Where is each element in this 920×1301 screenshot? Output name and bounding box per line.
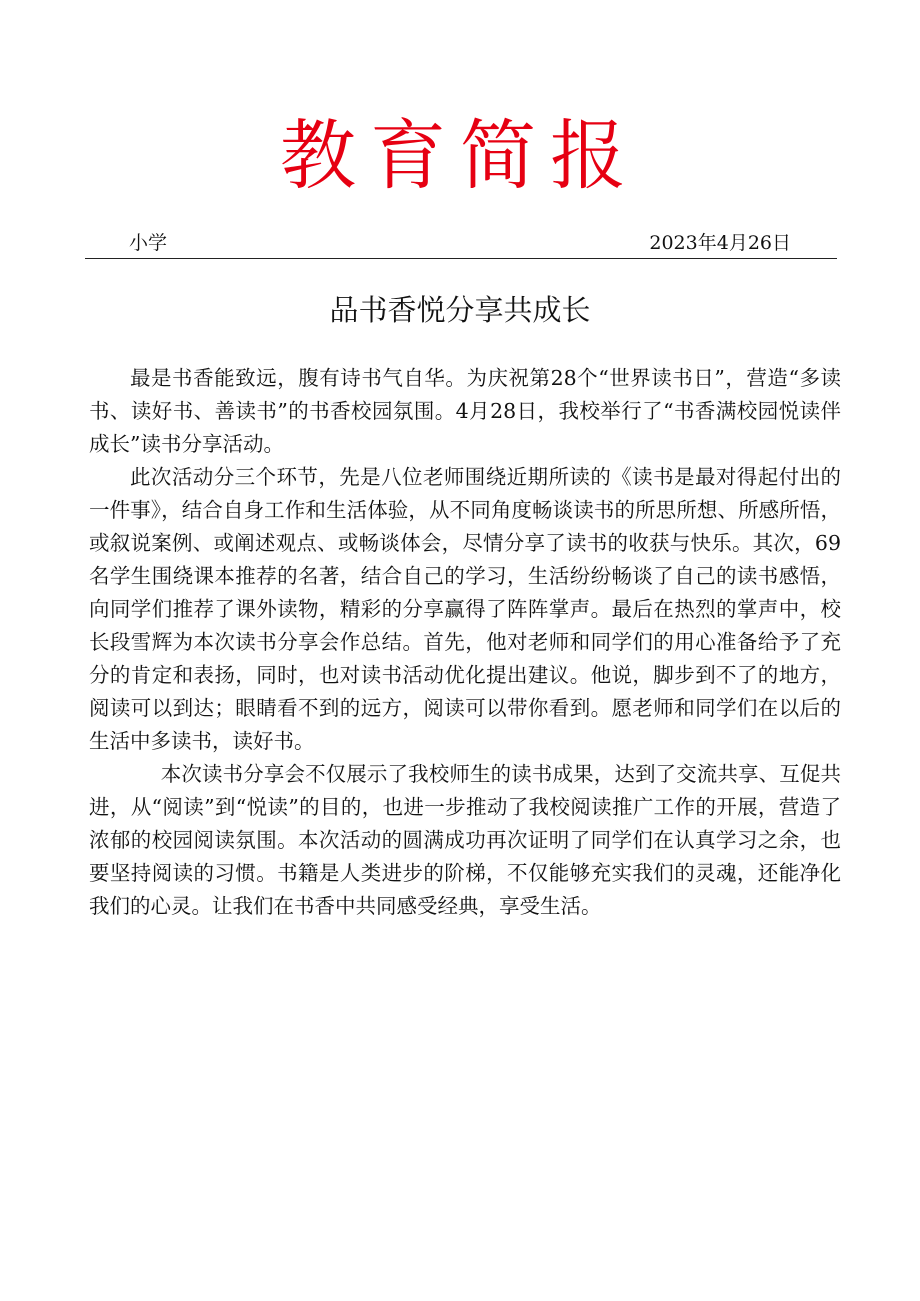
header-meta-row <box>85 230 837 260</box>
article-title: 品书香悦分享共成长 <box>329 293 591 327</box>
issue-date: 2023年4月26日 <box>649 232 791 254</box>
newsletter-masthead: 教育简报 <box>280 111 640 200</box>
article-paragraph-2: 此次活动分三个环节，先是八位老师围绕近期所读的《读书是最对得起付出的一件事》，结合自身工作和生活体验，从不同角度畅谈读书的所思所想、所感所悟，或叙说案例、或阐述观点、或畅谈体会，尽情分享了读书的收获与快乐。其次，69名学生围绕课本推荐的名著，结合自己的学习，生活纷纷畅谈了自己的读书感悟，向同学们推荐了课外读物，精彩的分享赢得了阵阵掌声。最后在热烈的掌声中，校长段雪辉为本次读书分享会作总结。首先，他对老师和同学们的用心准备给予了充分的肯定和表扬，同时，也对读书活动优化提出建议。他说，脚步到不了的地方，阅读可以到达；眼睛看不到的远方，阅读可以带你看到。愿老师和同学们在以后的生活中多读书，读好书。 <box>89 465 841 753</box>
article-paragraph-3: 本次读书分享会不仅展示了我校师生的读书成果，达到了交流共享、互促共进，从“阅读”到“悦读”的目的，也进一步推动了我校阅读推广工作的开展，营造了浓郁的校园阅读氛围。本次活动的圆满成功再次证明了同学们在认真学习之余，也要坚持阅读的习惯。书籍是人类进步的阶梯，不仅能够充实我们的灵魂，还能净化我们的心灵。让我们在书香中共同感受经典，享受生活。 <box>89 762 841 918</box>
article-paragraph-1: 最是书香能致远，腹有诗书气自华。为庆祝第28个“世界读书日”，营造“多读书、读好书、善读书”的书香校园氛围。4月28日，我校举行了“书香满校园悦读伴成长”读书分享活动。 <box>89 366 841 456</box>
school-name: 小学 <box>129 232 168 254</box>
article-body <box>89 362 841 923</box>
header-divider <box>85 258 837 259</box>
